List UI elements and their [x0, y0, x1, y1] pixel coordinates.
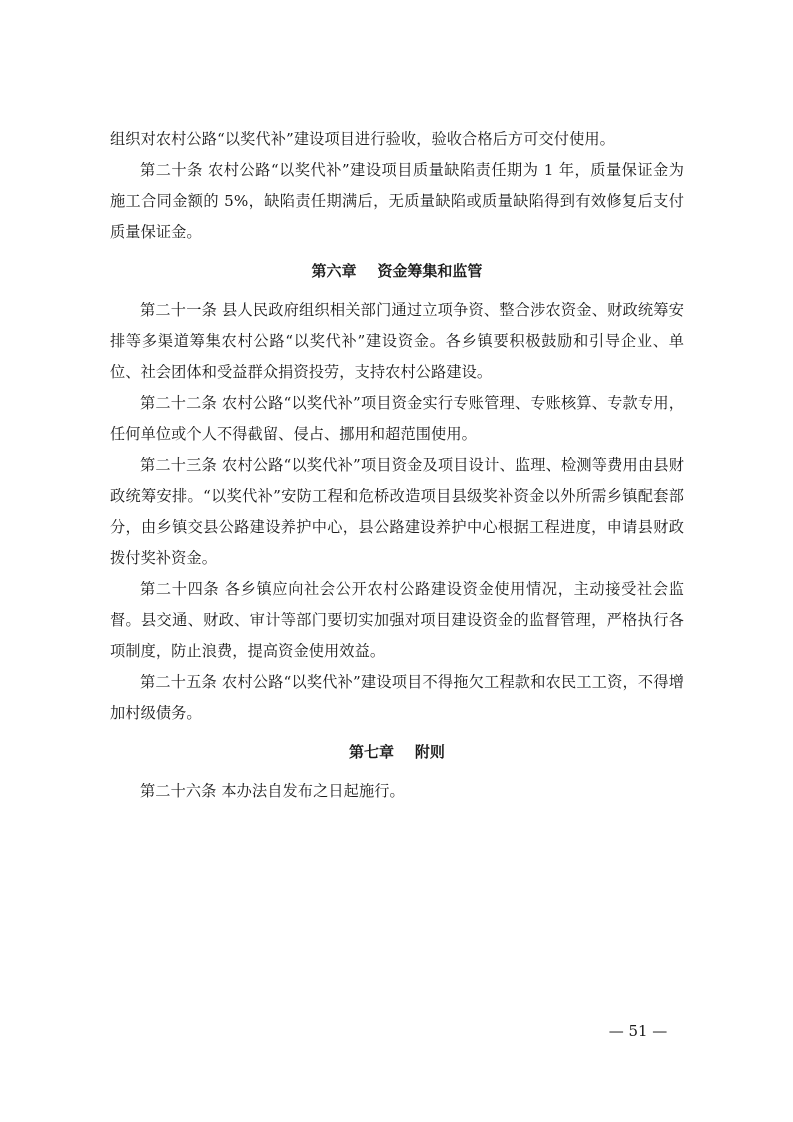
chapter-7-heading: 第七章 附则 [349, 743, 445, 761]
document-body [110, 124, 684, 807]
page-number: — 51 — [608, 1022, 668, 1040]
paragraph-article-19-end: 组织对农村公路“以奖代补”建设项目进行验收，验收合格后方可交付使用。 [110, 130, 615, 148]
paragraph-article-23: 第二十三条 农村公路“以奖代补”项目资金及项目设计、监理、检测等费用由县财政统筹安排。“以奖代补”安防工程和危桥改造项目县级奖补资金以外所需乡镇配套部分，由乡镇交县公路建设养护中心，县公路建设养护中心根据工程进度，申请县财政拨付奖补资金。 [110, 456, 684, 567]
paragraph-article-21: 第二十一条 县人民政府组织相关部门通过立项争资、整合涉农资金、财政统筹安排等多渠道筹集农村公路“以奖代补”建设资金。各乡镇要积极鼓励和引导企业、单位、社会团体和受益群众捐资投劳，支持农村公路建设。 [110, 301, 684, 381]
chapter-6-heading: 第六章 资金筹集和监管 [311, 262, 483, 280]
paragraph-article-24: 第二十四条 各乡镇应向社会公开农村公路建设资金使用情况，主动接受社会监督。县交通、财政、审计等部门要切实加强对项目建设资金的监督管理，严格执行各项制度，防止浪费，提高资金使用效益。 [110, 580, 684, 660]
paragraph-article-25: 第二十五条 农村公路“以奖代补”建设项目不得拖欠工程款和农民工工资，不得增加村级债务。 [110, 673, 684, 722]
paragraph-article-26: 第二十六条 本办法自发布之日起施行。 [140, 782, 405, 800]
paragraph-article-22: 第二十二条 农村公路“以奖代补”项目资金实行专账管理、专账核算、专款专用，任何单位或个人不得截留、侵占、挪用和超范围使用。 [110, 394, 684, 443]
paragraph-article-20: 第二十条 农村公路“以奖代补”建设项目质量缺陷责任期为 1 年，质量保证金为施工合同金额的 5%，缺陷责任期满后，无质量缺陷或质量缺陷得到有效修复后支付质量保证金。 [110, 161, 684, 241]
